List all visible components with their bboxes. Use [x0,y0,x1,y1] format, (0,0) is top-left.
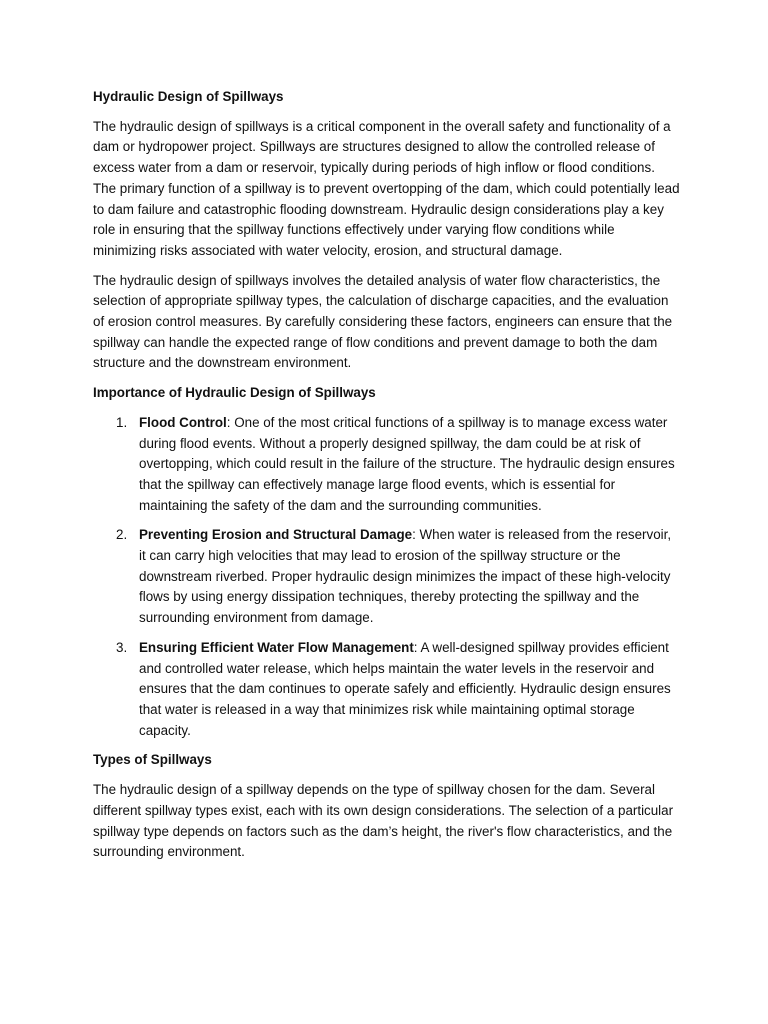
types-paragraph: The hydraulic design of a spillway depends on the type of spillway chosen for the dam. Several different spillway types exist, each with its own design considerations. The selection of a particular spillway type depends on factors such as the dam’s height, the river's flow characteristics, and the surrounding environment. [93,782,674,860]
list-item [93,525,681,629]
list-item-text: : A well-designed spillway provides efficient and controlled water release, which helps maintain the water levels in the reservoir and ensures that the dam continues to operate safely and efficiently. Hydraulic design ensures that water is released in a way that minimizes risk while maintaining optimal storage capacity. [139,639,671,738]
intro-paragraph: The hydraulic design of spillways is a critical component in the overall safety and functionality of a dam or hydropower project. Spillways are structures designed to allow the controlled release of excess water from a dam or reservoir, typically during periods of high inflow or flood conditions. The primary function of a spillway is to prevent overtopping of the dam, which could potentially lead to dam failure and catastrophic flooding downstream. Hydraulic design considerations play a key role in ensuring that the spillway functions effectively under varying flow conditions while minimizing risks associated with water velocity, erosion, and structural damage. [93,118,680,258]
intro-paragraph: The hydraulic design of spillways involves the detailed analysis of water flow characteristics, the selection of appropriate spillway types, the calculation of discharge capacities, and the evaluation of erosion control measures. By carefully considering these factors, engineers can ensure that the spillway can handle the expected range of flow conditions and prevent damage to both the dam structure and the downstream environment. [93,272,673,371]
list-item-number: 3. [116,639,128,655]
list-item-term: Flood Control [139,414,227,430]
types-heading: Types of Spillways [93,752,212,768]
importance-heading: Importance of Hydraulic Design of Spillways [93,385,376,401]
document-title: Hydraulic Design of Spillways [93,89,284,104]
document-page [93,87,681,872]
list-item-text: : One of the most critical functions of a spillway is to manage excess water during flood events. Without a properly designed spillway, the dam could be at risk of overtopping, which could result in the failure of the structure. The hydraulic design ensures that the spillway can effectively manage large flood events, which is essential for maintaining the safety of the dam and the surrounding communities. [139,414,675,513]
importance-list [93,413,681,742]
list-item [93,413,681,517]
list-item-text: : When water is released from the reservoir, it can carry high velocities that may lead to erosion of the spillway structure or the downstream riverbed. Proper hydraulic design minimizes the impact of these high-velocity flows by using energy dissipation techniques, thereby protecting the spillway and the surrounding environment from damage. [139,527,672,626]
list-item-number: 1. [116,414,128,430]
list-item-term: Ensuring Efficient Water Flow Management [139,639,414,655]
list-item-number: 2. [116,527,128,543]
list-item [93,638,681,742]
list-item-term: Preventing Erosion and Structural Damage [139,527,413,543]
